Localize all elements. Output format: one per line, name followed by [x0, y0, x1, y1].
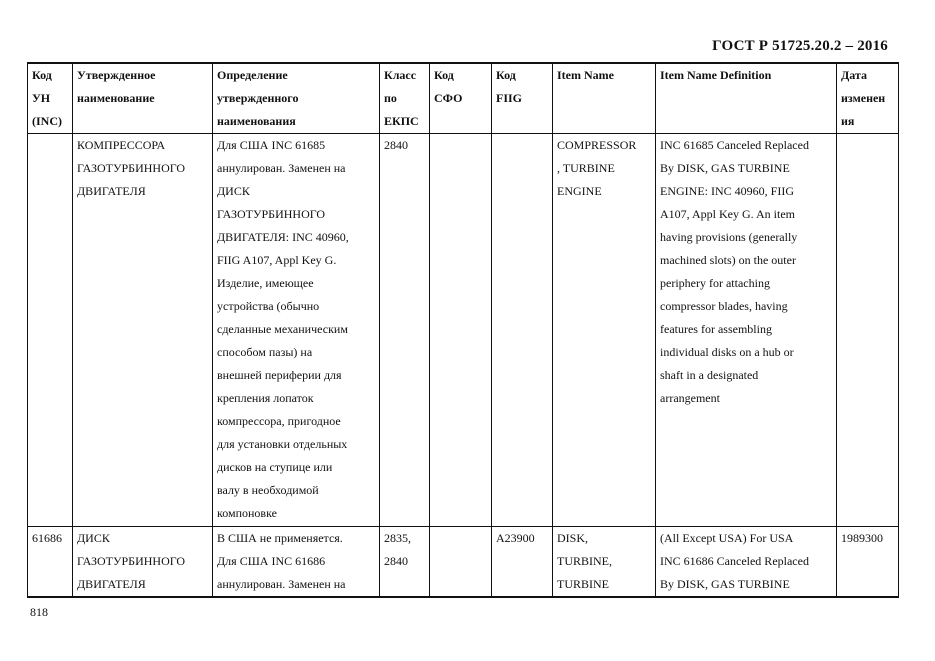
catalog-table — [27, 62, 899, 598]
col-header-definition: Определение утвержденного наименования — [213, 63, 380, 134]
cell-item-name: DISK, TURBINE, TURBINE — [553, 527, 656, 598]
col-header-approved-name: Утвержденное наименование — [73, 63, 213, 134]
table-header-row — [28, 63, 899, 134]
col-header-item-definition: Item Name Definition — [656, 63, 837, 134]
cell-approved-name: ДИСК ГАЗОТУРБИННОГО ДВИГАТЕЛЯ — [73, 527, 213, 598]
cell-definition: Для США INC 61685 аннулирован. Заменен на ДИСК ГАЗОТУРБИННОГО ДВИГАТЕЛЯ: INC 40960, FIIG A107, Appl Key G. Изделие, имеющее устройства (обычно сделанные механическим способом пазы) на внешней периферии для крепления лопаток компрессора, пригодное для установки отдельных дисков на ступице или валу в необходимой компоновке — [213, 134, 380, 527]
cell-item-name: COMPRESSOR , TURBINE ENGINE — [553, 134, 656, 527]
cell-class: 2835, 2840 — [380, 527, 430, 598]
document-code: ГОСТ Р 51725.20.2 – 2016 — [712, 38, 888, 54]
col-header-inc: Код УН (INC) — [28, 63, 73, 134]
cell-definition: В США не применяется. Для США INC 61686 аннулирован. Заменен на — [213, 527, 380, 598]
cell-approved-name: КОМПРЕССОРА ГАЗОТУРБИННОГО ДВИГАТЕЛЯ — [73, 134, 213, 527]
col-header-class: Класс по ЕКПС — [380, 63, 430, 134]
table-row — [28, 134, 899, 527]
cell-sfo — [430, 527, 492, 598]
cell-fiig — [492, 134, 553, 527]
cell-class: 2840 — [380, 134, 430, 527]
cell-sfo — [430, 134, 492, 527]
cell-inc — [28, 134, 73, 527]
cell-fiig: A23900 — [492, 527, 553, 598]
col-header-date: Дата изменен ия — [837, 63, 899, 134]
cell-item-definition: INC 61685 Canceled Replaced By DISK, GAS TURBINE ENGINE: INC 40960, FIIG A107, Appl Key G. An item having provisions (generally machined slots) on the outer periphery for attaching compressor blades, having features for assembling individual disks on a hub or shaft in a designated arrangement — [656, 134, 837, 527]
page-number: 818 — [30, 605, 48, 619]
col-header-fiig: Код FIIG — [492, 63, 553, 134]
table-row — [28, 527, 899, 598]
col-header-sfo: Код СФО — [430, 63, 492, 134]
cell-item-definition: (All Except USA) For USA INC 61686 Canceled Replaced By DISK, GAS TURBINE — [656, 527, 837, 598]
col-header-item-name: Item Name — [553, 63, 656, 134]
cell-date: 1989300 — [837, 527, 899, 598]
cell-date — [837, 134, 899, 527]
cell-inc: 61686 — [28, 527, 73, 598]
